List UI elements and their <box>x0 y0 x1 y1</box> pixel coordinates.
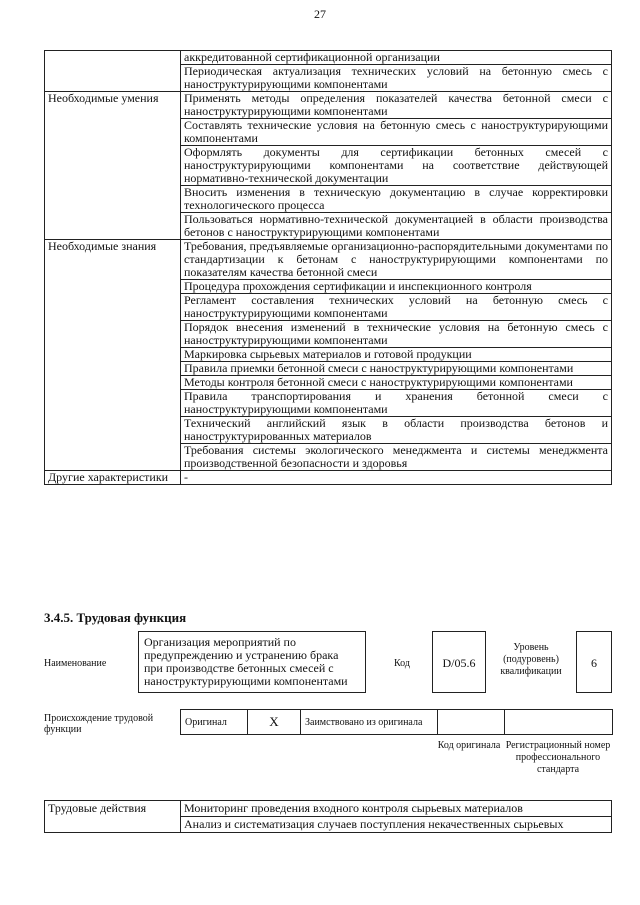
skills-knowledge-table <box>44 50 612 485</box>
table-row <box>45 240 612 280</box>
row-value: Процедура прохождения сертификации и инспекционного контроля <box>181 280 612 294</box>
row-value: Порядок внесения изменений в технические условия на бетонную смесь с наноструктурирующими компонентами <box>181 321 612 348</box>
table-row <box>45 92 612 119</box>
action-item: Анализ и систематизация случаев поступления некачественных сырьевых <box>181 817 612 833</box>
row-value: Требования, предъявляемые организационно-распорядительными документами по стандартизации к бетонам с наноструктурирующими компонентами по показателям качества бетонной смеси <box>181 240 612 280</box>
level-value: 6 <box>576 631 612 693</box>
row-label: Другие характеристики <box>45 471 181 485</box>
labor-actions-table <box>44 800 612 833</box>
row-value: Вносить изменения в техническую документацию в случае корректировки технологического процесса <box>181 186 612 213</box>
row-value: Правила приемки бетонной смеси с наноструктурирующими компонентами <box>181 362 612 376</box>
row-value: Правила транспортирования и хранения бетонной смеси с наноструктурирующими компонентами <box>181 390 612 417</box>
origin-borrowed-label: Заимствовано из оригинала <box>301 710 438 735</box>
page-number: 27 <box>314 7 326 21</box>
origin-code-cell <box>438 710 505 735</box>
row-value: Пользоваться нормативно-технической документацией в области производства бетонов с наноструктурирующими компонентами <box>181 213 612 240</box>
row-value: Маркировка сырьевых материалов и готовой продукции <box>181 348 612 362</box>
row-value: Методы контроля бетонной смеси с наноструктурирующими компонентами <box>181 376 612 390</box>
row-value: Требования системы экологического менеджмента и системы менеджмента производственной безопасности и здоровья <box>181 444 612 471</box>
origin-reg-number-cell <box>505 710 613 735</box>
action-item: Мониторинг проведения входного контроля сырьевых материалов <box>181 801 612 817</box>
row-value: Периодическая актуализация технических условий на бетонную смесь с наноструктурирующими компонентами <box>181 65 612 92</box>
section-title: 3.4.5. Трудовая функция <box>44 610 187 625</box>
origin-original-label: Оригинал <box>181 710 248 735</box>
table-row <box>45 51 612 65</box>
level-label: Уровень (подуровень) квалификации <box>500 642 562 677</box>
name-value: Организация мероприятий по предупреждению и устранению брака при производстве бетонных смесей с наноструктурирующими компонентами <box>138 631 366 693</box>
row-value: Технический английский язык в области производства бетонов и наноструктурированных материалов <box>181 417 612 444</box>
actions-label: Трудовые действия <box>45 801 181 833</box>
origin-table <box>180 709 613 735</box>
reg-number-caption: Регистрационный номер профессионального стандарта <box>505 740 611 775</box>
row-label: Необходимые умения <box>45 92 181 240</box>
row-label: Необходимые знания <box>45 240 181 471</box>
origin-code-caption: Код оригинала <box>437 740 501 751</box>
code-value: D/05.6 <box>432 631 486 693</box>
row-value: Регламент составления технических условий на бетонную смесь с наноструктурирующими компонентами <box>181 294 612 321</box>
table-row <box>45 471 612 485</box>
row-value: аккредитованной сертификационной организации <box>181 51 612 65</box>
row-value: Составлять технические условия на бетонную смесь с наноструктурирующими компонентами <box>181 119 612 146</box>
row-value: Применять методы определения показателей качества бетонной смеси с наноструктурирующими компонентами <box>181 92 612 119</box>
code-label: Код <box>394 658 410 669</box>
origin-mark: X <box>248 710 301 735</box>
name-label: Наименование <box>44 658 107 669</box>
origin-label: Происхождение трудовой функции <box>44 713 154 735</box>
row-label <box>45 51 181 92</box>
row-value: Оформлять документы для сертификации бетонных смесей с наноструктурирующими компонентами на соответствие действующей нормативно-технической документации <box>181 146 612 186</box>
row-value: - <box>181 471 612 485</box>
